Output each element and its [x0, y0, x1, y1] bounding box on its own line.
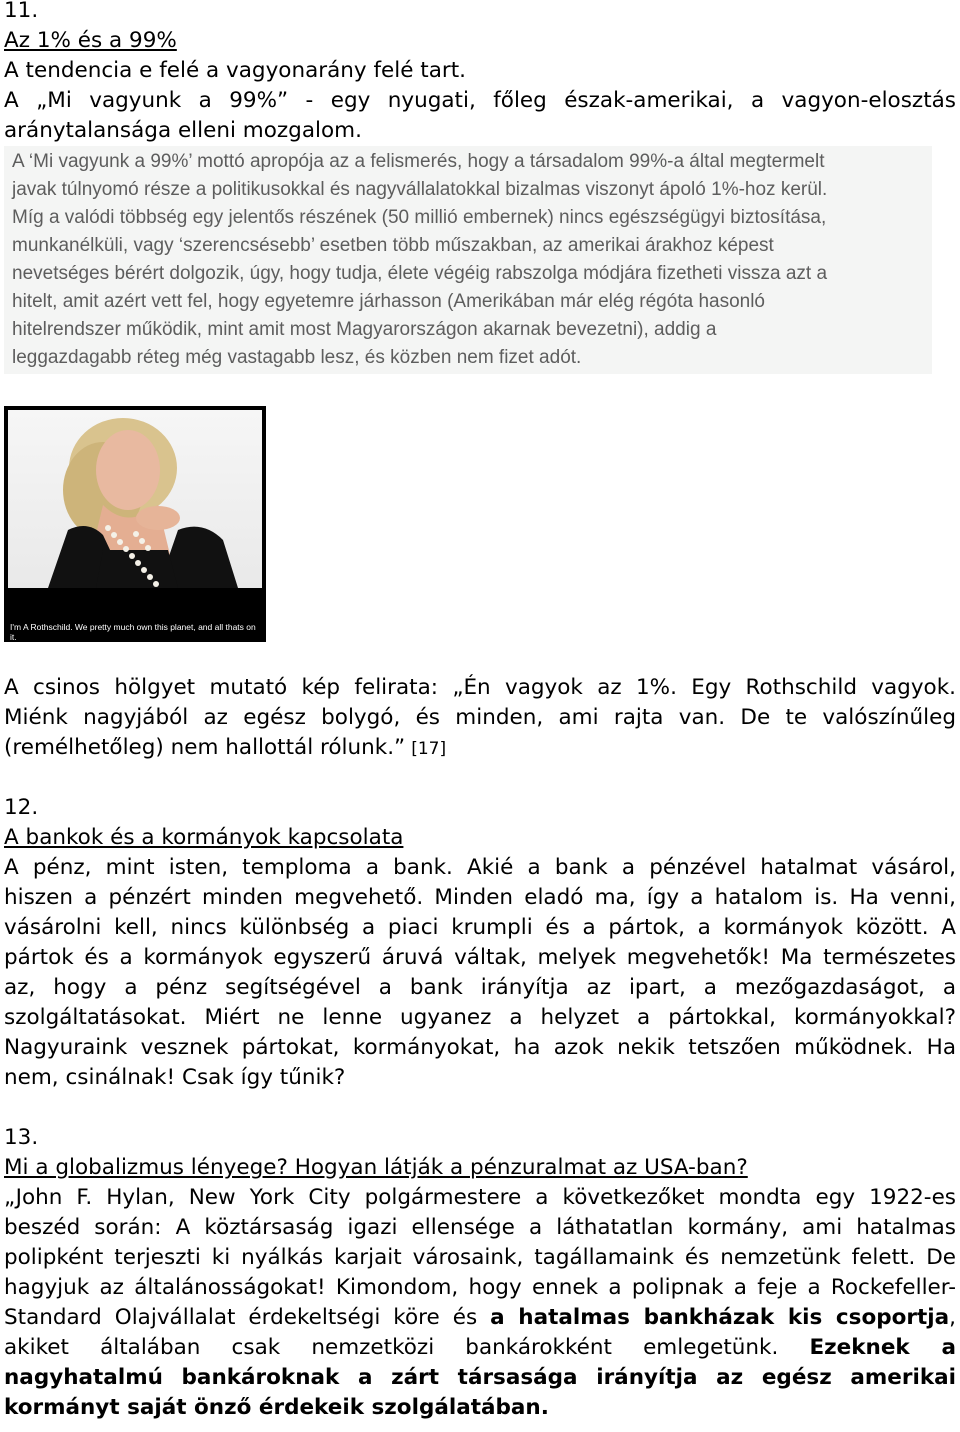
text-plain: Standard Olajvállalat érdekeltségi köre és	[4, 1305, 491, 1330]
text-bold: Ezeknek a	[809, 1335, 956, 1360]
quote-line: munkanélküli, vagy ‘szerencsésebb’ esetben több műszakban, az amerikai árakhoz képest	[12, 235, 774, 256]
section-12-line: Nagyuraink vesznek pártokat, kormányokat, ha azok nekik tetszően működnek. Ha	[4, 1035, 956, 1060]
section-13-line: kormányt saját önző érdekeik szolgálatában.	[4, 1395, 549, 1420]
section-13-line: „John F. Hylan, New York City polgármestere a következőket mondta egy 1922-es	[4, 1185, 956, 1210]
section-13-number: 13.	[4, 1125, 39, 1150]
poster-image	[4, 406, 266, 642]
text-plain: ,	[949, 1305, 956, 1330]
section-12-line: vásárolni kell, nincs különbség a piaci krumpli és a pártok, a kormányok között. A	[4, 915, 956, 940]
quote-line: Míg a valódi többség egy jelentős részének (50 millió embernek) nincs egészségügyi biztosítása,	[12, 207, 827, 228]
section-13-line: nagyhatalmú bankároknak a zárt társasága irányítja az egész amerikai	[4, 1365, 956, 1390]
section-11-line: A tendencia e felé a vagyonarány felé tart.	[4, 58, 466, 83]
quote-image	[4, 146, 932, 374]
section-13-line: beszéd során: A köztársaság igazi ellensége a láthatatlan kormány, ami hatalmas	[4, 1215, 956, 1240]
section-12-line: szolgáltatásokat. Miért ne lenne ugyanez a helyzet a pártokkal, kormányokkal?	[4, 1005, 956, 1030]
caption-line: Miénk nagyjából az egész bolygó, és minden, ami rajta van. De te valószínűleg	[4, 705, 956, 730]
quote-line: A ‘Mi vagyunk a 99%’ mottó apropója az a felismerés, hogy a társadalom 99%-a által megtermelt	[12, 151, 825, 172]
section-12-line: pártok és a kormányok egyszerű áruvá váltak, melyek megvehetők! Ma természetes	[4, 945, 956, 970]
caption-text: (remélhetőleg) nem hallottál rólunk.”	[4, 735, 406, 760]
section-13-line	[4, 1303, 956, 1333]
section-13-line: hagyjuk az általánosságokat! Kimondom, hogy ennek a polipnak a feje a Rockefeller-	[4, 1275, 956, 1300]
section-13-line: polipként terjeszti ki nyálkás karjait városaink, tagállamaink és nemzetünk felett. De	[4, 1245, 956, 1270]
section-12-line: hiszen a pénzért minden megvehető. Minden eladó ma, így a hatalom is. Ha venni,	[4, 885, 956, 910]
portrait-photo	[8, 410, 262, 588]
section-11-line: aránytalansága elleni mozgalom.	[4, 118, 362, 143]
section-11-line: A „Mi vagyunk a 99%” - egy nyugati, főleg észak-amerikai, a vagyon-elosztás	[4, 88, 956, 113]
section-11-number: 11.	[4, 0, 39, 23]
section-12-title[interactable]: A bankok és a kormányok kapcsolata	[4, 825, 404, 850]
section-12-line: nem, csinálnak! Csak így tűnik?	[4, 1065, 346, 1090]
reference-link[interactable]: [17]	[411, 739, 447, 759]
section-13-line	[4, 1333, 956, 1363]
quote-line: hitelrendszer működik, mint amit most Magyarországon akarnak bevezetni), addig a	[12, 319, 717, 340]
poster-subtitle-line: I'm A Rothschild. We pretty much own this planet, and all thats on it.	[10, 622, 256, 642]
quote-line: javak túlnyomó része a politikusokkal és nagyvállalatokkal bizalmas viszonyt ápoló 1%-hoz kerül.	[12, 179, 828, 200]
section-13-title[interactable]: Mi a globalizmus lényege? Hogyan látják a pénzuralmat az USA-ban?	[4, 1155, 748, 1180]
woman-portrait-illustration	[8, 410, 262, 588]
caption-line: A csinos hölgyet mutató kép felirata: „Én vagyok az 1%. Egy Rothschild vagyok.	[4, 675, 956, 700]
section-12-line: A pénz, mint isten, temploma a bank. Akié a bank a pénzével hatalmat vásárol,	[4, 855, 956, 880]
poster-subtitle	[10, 622, 260, 642]
text-plain: akiket általában csak nemzetközi bankárokként emlegetünk.	[4, 1335, 810, 1360]
section-12-number: 12.	[4, 795, 39, 820]
section-11-title[interactable]: Az 1% és a 99%	[4, 28, 177, 53]
quote-line: leggazdagabb réteg még vastagabb lesz, és közben nem fizet adót.	[12, 347, 582, 368]
caption-line-last	[4, 733, 956, 763]
quote-line: nevetséges bérért dolgozik, úgy, hogy tudja, élete végéig rabszolga módjára fizetheti vissza azt a	[12, 263, 828, 284]
section-12-line: az, hogy a pénz segítségével a bank irányítja az ipart, a mezőgazdaságot, a	[4, 975, 956, 1000]
quote-line: hitelt, amit azért vett fel, hogy egyetemre járhasson (Amerikában már elég régóta hasonló	[12, 291, 765, 312]
text-bold: a hatalmas bankházak kis csoportja	[490, 1305, 950, 1330]
